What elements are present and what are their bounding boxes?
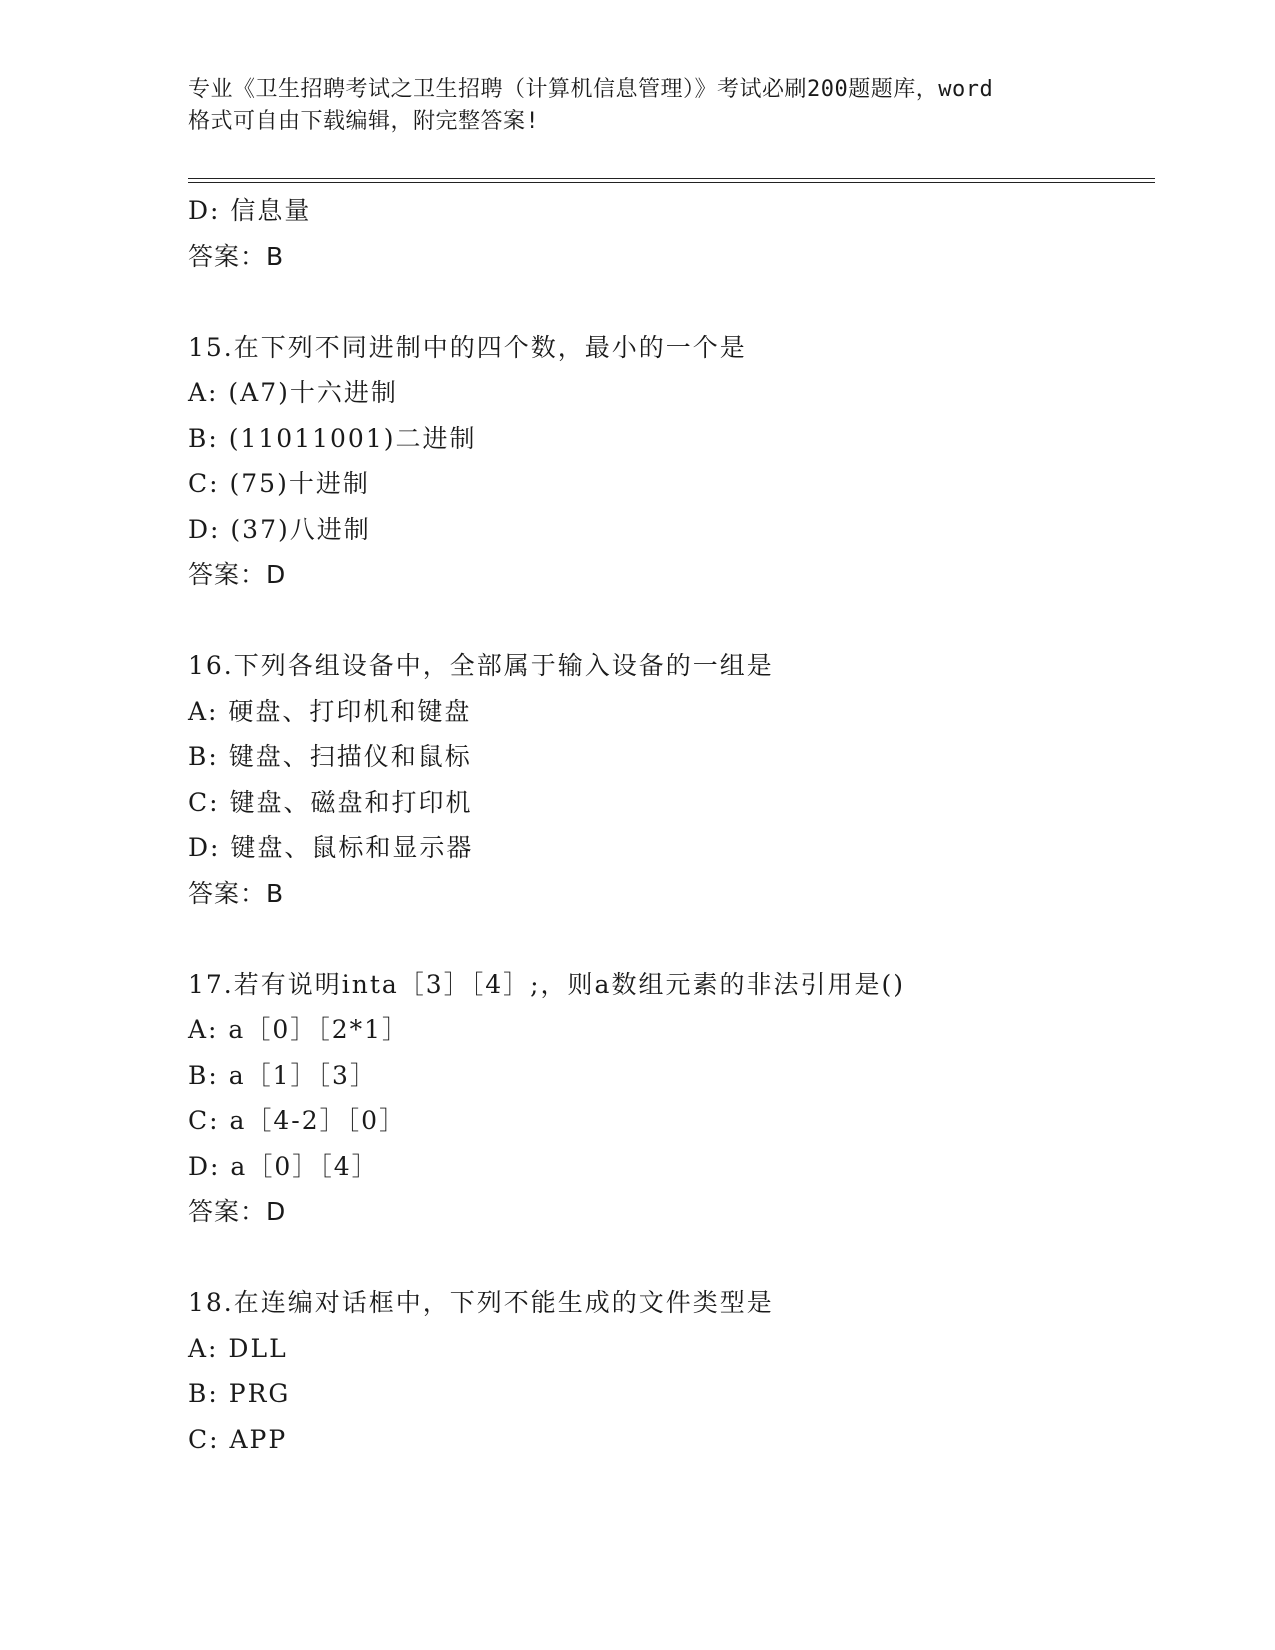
option-c: C: APP <box>188 1424 288 1454</box>
question-stem: 17.若有说明inta［3］［4］;，则a数组元素的非法引用是() <box>188 969 905 999</box>
answer-line: 答案：B <box>188 878 285 908</box>
option-c: C: 键盘、磁盘和打印机 <box>188 787 473 817</box>
question-16 <box>188 643 1148 916</box>
header-rule-bottom <box>188 182 1155 183</box>
option-d: D: (37)八进制 <box>188 514 371 544</box>
question-stem: 16.下列各组设备中，全部属于输入设备的一组是 <box>188 651 774 680</box>
answer-line: 答案：B <box>188 241 285 271</box>
answer-line: 答案：D <box>188 1197 287 1226</box>
option-d: D: 信息量 <box>188 196 312 225</box>
spacer <box>188 916 1148 962</box>
option-a: A: (A7)十六进制 <box>188 378 398 407</box>
option-a: A: DLL <box>188 1333 288 1363</box>
spacer <box>188 1235 1148 1281</box>
header-rule-top <box>188 178 1155 179</box>
question-stem: 15.在下列不同进制中的四个数，最小的一个是 <box>188 332 747 362</box>
question-17 <box>188 962 1148 1235</box>
header-title-line-1: 专业《卫生招聘考试之卫生招聘（计算机信息管理）》考试必刷200题题库，word <box>188 77 994 102</box>
option-c: C: a［4-2］［0］ <box>188 1106 407 1135</box>
option-d: D: a［0］［4］ <box>188 1151 379 1181</box>
header-title-line-2: 格式可自由下载编辑，附完整答案! <box>188 109 540 134</box>
question-14-carryover <box>188 188 1148 279</box>
question-stem: 18.在连编对话框中，下列不能生成的文件类型是 <box>188 1288 774 1317</box>
option-b: B: PRG <box>188 1379 291 1408</box>
option-b: B: a［1］［3］ <box>188 1060 377 1090</box>
option-d: D: 键盘、鼠标和显示器 <box>188 833 474 862</box>
option-b: B: (11011001)二进制 <box>188 423 477 453</box>
answer-line: 答案：D <box>188 560 287 589</box>
option-b: B: 键盘、扫描仪和鼠标 <box>188 742 472 771</box>
spacer <box>188 598 1148 644</box>
option-a: A: a［0］［2*1］ <box>188 1015 410 1044</box>
spacer <box>188 279 1148 325</box>
option-c: C: (75)十进制 <box>188 469 370 498</box>
question-list <box>188 188 1148 1462</box>
question-15 <box>188 325 1148 598</box>
document-header-title <box>188 74 1108 138</box>
question-18 <box>188 1280 1148 1462</box>
option-a: A: 硬盘、打印机和键盘 <box>188 696 472 726</box>
